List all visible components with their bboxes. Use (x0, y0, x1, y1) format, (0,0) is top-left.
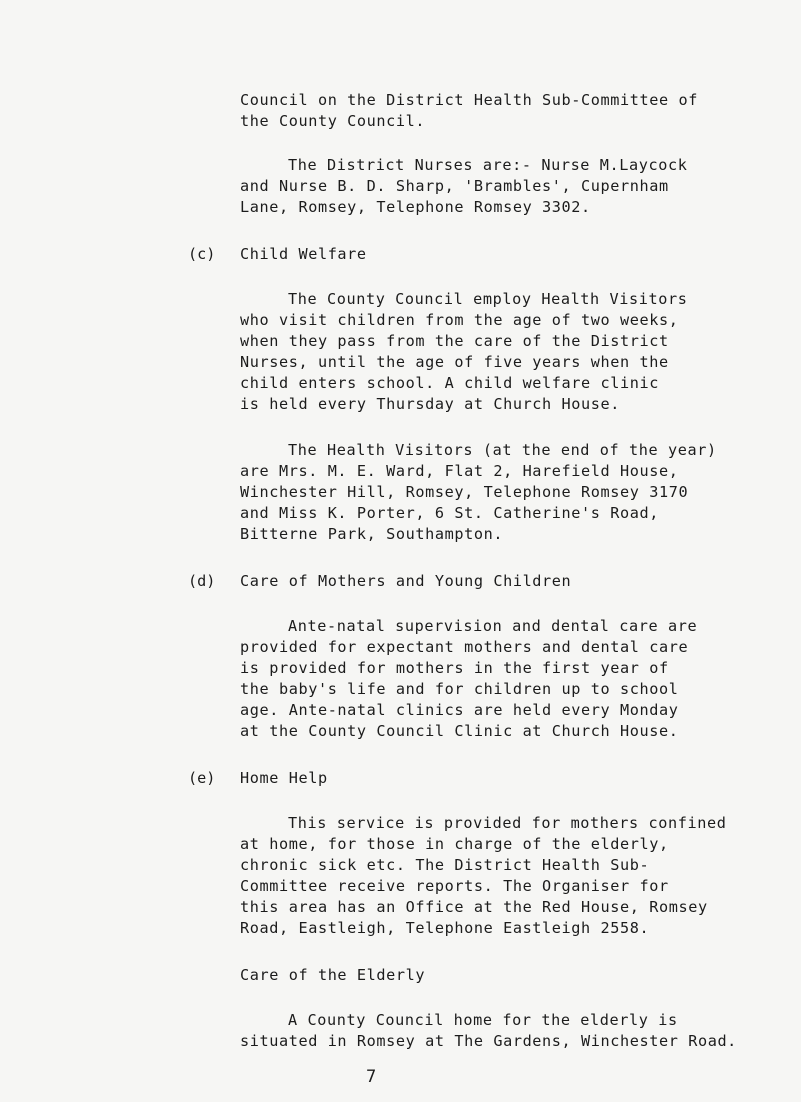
section-c-line: Bitterne Park, Southampton. (240, 525, 504, 543)
section-d-line: age. Ante-natal clinics are held every Monday (240, 701, 679, 719)
section-d-line: Ante-natal supervision and dental care are (288, 617, 698, 635)
section-c-line: and Miss K. Porter, 6 St. Catherine's Road, (240, 504, 659, 522)
section-c-line: The Health Visitors (at the end of the year) (288, 441, 717, 459)
section-d-heading: Care of Mothers and Young Children (240, 572, 572, 590)
nurses-line: Lane, Romsey, Telephone Romsey 3302. (240, 198, 591, 216)
section-c-marker: (c) (188, 245, 216, 263)
section-d-marker: (d) (188, 572, 216, 590)
page-number: 7 (366, 1067, 377, 1087)
section-e-line: This service is provided for mothers confined (288, 814, 727, 832)
section-c-line: is held every Thursday at Church House. (240, 395, 621, 413)
section-c-line: Winchester Hill, Romsey, Telephone Romsey 3170 (240, 483, 689, 501)
section-e-line: this area has an Office at the Red House, Romsey (240, 898, 708, 916)
section-e-line: Committee receive reports. The Organiser for (240, 877, 669, 895)
section-d-line: the baby's life and for children up to school (240, 680, 679, 698)
elderly-line: A County Council home for the elderly is (288, 1011, 678, 1029)
section-d-line: at the County Council Clinic at Church House. (240, 722, 679, 740)
intro-line: the County Council. (240, 112, 426, 130)
section-c-heading: Child Welfare (240, 245, 367, 263)
section-e-line: Road, Eastleigh, Telephone Eastleigh 2558. (240, 919, 650, 937)
section-c-line: who visit children from the age of two weeks, (240, 311, 679, 329)
section-d-line: provided for expectant mothers and dental care (240, 638, 689, 656)
section-c-line: The County Council employ Health Visitors (288, 290, 688, 308)
nurses-line: and Nurse B. D. Sharp, 'Brambles', Cupernham (240, 177, 669, 195)
section-c-line: Nurses, until the age of five years when the (240, 353, 669, 371)
section-e-line: chronic sick etc. The District Health Sub- (240, 856, 650, 874)
section-e-line: at home, for those in charge of the elderly, (240, 835, 669, 853)
nurses-line: The District Nurses are:- Nurse M.Laycock (288, 156, 688, 174)
section-d-line: is provided for mothers in the first year of (240, 659, 669, 677)
intro-line: Council on the District Health Sub-Committee of (240, 91, 698, 109)
elderly-heading: Care of the Elderly (240, 966, 426, 984)
section-e-heading: Home Help (240, 769, 328, 787)
elderly-line: situated in Romsey at The Gardens, Winchester Road. (240, 1032, 737, 1050)
section-e-marker: (e) (188, 769, 216, 787)
section-c-line: are Mrs. M. E. Ward, Flat 2, Harefield House, (240, 462, 679, 480)
section-c-line: when they pass from the care of the District (240, 332, 669, 350)
section-c-line: child enters school. A child welfare clinic (240, 374, 659, 392)
